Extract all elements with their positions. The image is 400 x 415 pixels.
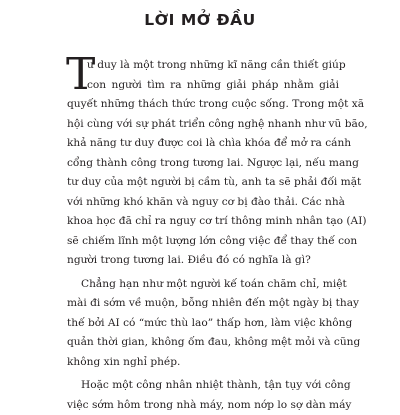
text-line: tư duy của một người bị cầm tù, anh ta sẽ phải đối mặt	[67, 173, 339, 193]
text-line: con người tìm ra những giải pháp nhằm giải	[67, 76, 339, 96]
text-line: quyết những thách thức trong cuộc sống. Trong một xã	[67, 95, 339, 115]
text-line: mài đi sớm về muộn, bỗng nhiên đến một ngày bị thay	[67, 294, 339, 314]
body-text	[67, 56, 339, 415]
text-line: Chẳng hạn như một người kế toán chăm chỉ, miệt	[67, 275, 339, 295]
text-line: ư duy là một trong những kĩ năng cần thiết giúp	[67, 56, 339, 76]
text-line: thế bởi AI có “mức thù lao” thấp hơn, làm việc không	[67, 314, 339, 334]
text-line: không xin nghỉ phép.	[67, 353, 339, 373]
drop-cap: T	[66, 53, 95, 97]
text-line: người trong tương lai. Điều đó có nghĩa là gì?	[67, 251, 339, 271]
text-line: Hoặc một công nhân nhiệt thành, tận tụy với công	[67, 376, 339, 396]
page-title: LỜI MỞ ĐẦU	[0, 11, 400, 29]
text-line: hội cùng với sự phát triển công nghệ nhanh như vũ bão,	[67, 115, 339, 135]
text-line: khoa học đã chỉ ra nguy cơ trí thông minh nhân tạo (AI)	[67, 212, 339, 232]
text-line: việc sớm hôm trong nhà máy, nom nớp lo sợ dàn máy	[67, 396, 339, 415]
text-line: cổng thành công trong tương lai. Ngược lại, nếu mang	[67, 154, 339, 174]
text-line: quản thời gian, không ốm đau, không mệt mỏi và cũng	[67, 333, 339, 353]
text-line: sẽ chiếm lĩnh một lượng lớn công việc để thay thế con	[67, 232, 339, 252]
text-line: khả năng tư duy được coi là chìa khóa để mở ra cánh	[67, 134, 339, 154]
text-line: với những khó khăn và nguy cơ bị đào thải. Các nhà	[67, 193, 339, 213]
